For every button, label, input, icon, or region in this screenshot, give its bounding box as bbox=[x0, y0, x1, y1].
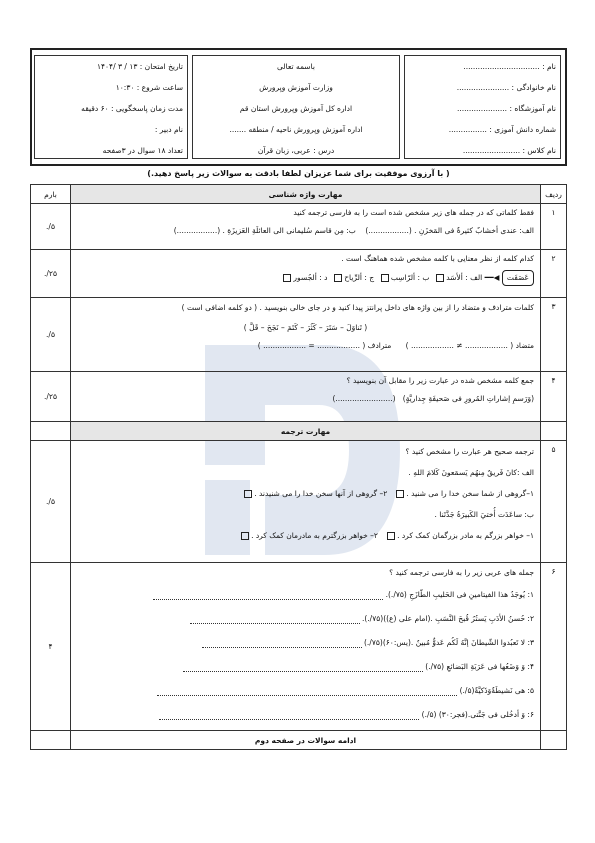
q6-answer-6[interactable] bbox=[159, 710, 419, 720]
class-name-row: نام کلاس : ........................ bbox=[462, 146, 556, 155]
q1-number: ۱ bbox=[541, 204, 567, 250]
teacher-name: نام دبیر : bbox=[154, 125, 183, 134]
q1-points: ۵/. bbox=[31, 204, 71, 250]
q2-body: کدام کلمه از نظر معنایی با کلمه مشخص شده هماهنگ است . عَصَفَت ◀━━ الف : ألأسَد ب : ألرّاسِب ج : ألرِّیاح د : ألجُسور bbox=[71, 250, 541, 298]
exam-info-box bbox=[34, 55, 188, 159]
q6-body: جمله های عربی زیر را به فارسی ترجمه کنید ؟ ۱: یُوجَدُ هذا الفیتامینِ فی الحَلیبِ الطّازَجِ (۷۵/.). ۲: حُسنُ الأدَبِ یَستُرُ قُبحَ النَّسَبِ .(امام علی (ع))(۷۵/.). ۳: لا تَعبُدوا الشّیطانَ إنَّهُ لَکُم عَدوٌّ مُبینٌ .(یس:۶۰)(۷۵/.) ۴: وَ وَضَعُها فی عَرَبَةِ البَضائعِ (۷۵/.) ۵: هی نَشیطَةٌوَذَکیَّةٌ(۵/.) ۶: وَ أدخُلی فی جَنَّتی.(فجر:۳۰) (۵/.) bbox=[71, 563, 541, 731]
q5-points: ۵/. bbox=[31, 441, 71, 563]
q5b-option1-checkbox[interactable] bbox=[387, 532, 395, 540]
q4-body: جمع کلمه مشخص شده در عبارت زیر را مقابل آن بنویسید ؟ (وَرَسمِ إشاراتِ المُرورِ فی صَحیفَةِ جِداریَّةٍ) (........................) bbox=[71, 372, 541, 422]
q2-keyword: عَصَفَت bbox=[502, 270, 534, 286]
q2-option-b-checkbox[interactable] bbox=[381, 274, 389, 282]
question-count: تعداد ۱۸ سوال در ۳صفحه bbox=[102, 146, 183, 155]
student-name-row: نام : ................................ bbox=[463, 62, 556, 71]
q2-number: ۲ bbox=[541, 250, 567, 298]
q2-option-d-checkbox[interactable] bbox=[283, 274, 291, 282]
continued-note: ادامه سوالات در صفحه دوم bbox=[71, 731, 541, 750]
q3-points: ۵/. bbox=[31, 298, 71, 372]
q3-number: ۳ bbox=[541, 298, 567, 372]
q6-answer-5[interactable] bbox=[157, 686, 457, 696]
start-time: ساعت شروع : ۱۰:۳۰ bbox=[115, 83, 183, 92]
col-num-header: ردیف bbox=[541, 185, 567, 204]
school-name-row: نام آموزشگاه : ..................... bbox=[456, 104, 556, 113]
q5a-option1-checkbox[interactable] bbox=[396, 490, 404, 498]
exam-header bbox=[30, 48, 567, 166]
q5a-option2-checkbox[interactable] bbox=[244, 490, 252, 498]
q5b-option2-checkbox[interactable] bbox=[241, 532, 249, 540]
q1-body: فقط کلماتی که در جمله های زیر مشخص شده است را به فارسی ترجمه کنید الف: عندی أخشابٌ کثیرةٌ فی المَخزَنِ . (.................) ب: مِن قاسم سُلیمانی الی العائلَةِ العَزیزَةِ . (.................) bbox=[71, 204, 541, 250]
q3-body: کلمات مترادف و متضاد را از بین واژه های داخل پرانتز پیدا کنید و در جای خالی بنویسید . ( دو کلمه اضافی است ) ( تَناوَلَ – سَتَرَ – کَثُرَ – کَتَمَ – نَجَحَ – قَلَّ ) متضاد ( .................. ≠ .................. ) مترادف ( .................. = .................. ) bbox=[71, 298, 541, 372]
q6-answer-2[interactable] bbox=[190, 614, 360, 624]
q6-points: ۴ bbox=[31, 563, 71, 731]
student-info-box bbox=[404, 55, 561, 159]
q5-number: ۵ bbox=[541, 441, 567, 563]
q4-number: ۴ bbox=[541, 372, 567, 422]
q4-points: ۲۵/. bbox=[31, 372, 71, 422]
col-points-header: بارم bbox=[31, 185, 71, 204]
instruction-banner: ( با آرزوی موفقیت برای شما عزیزان لطفا بادقت به سوالات زیر پاسخ دهید.) bbox=[147, 169, 450, 178]
exam-date: تاریخ امتحان : ۱۳ / ۳ /۱۴۰۴ bbox=[96, 62, 183, 71]
q5-body: ترجمه صحیح هر عبارت را مشخص کنید ؟ الف :کانَ فَریقٌ مِنهُم یَسمَعونَ کَلامَ اللهِ . ۱–گروهی از شما سخن خدا را می شنید . ۲– گروهی از آنها سخن خدا را می شنیدند . ب: ساعَدَت أُختيَ الکَبیرَةُ جَدَّتَنا . ۱– خواهر بزرگم به مادر بزرگمان کمک کرد . ۲– خواهر بزرگترم به مادرمان کمک کرد . bbox=[71, 441, 541, 563]
section-vocabulary: مهارت واژه شناسی bbox=[71, 185, 541, 204]
arrow-icon: ◀━━ bbox=[484, 273, 500, 282]
questions-table bbox=[30, 184, 567, 750]
q2-option-a-checkbox[interactable] bbox=[436, 274, 444, 282]
q6-answer-4[interactable] bbox=[183, 662, 423, 672]
ministry-info-box: باسمه تعالی وزارت آموزش وپرورش اداره کل آموزش وپرورش استان قم اداره آموزش وپرورش ناحیه / منطقه ....... درس : عربی، زبان قرآن bbox=[192, 55, 400, 159]
q2-option-c-checkbox[interactable] bbox=[334, 274, 342, 282]
exam-page bbox=[30, 48, 567, 843]
student-id-row: شماره دانش آموزی : ................ bbox=[448, 125, 556, 134]
q6-number: ۶ bbox=[541, 563, 567, 731]
q6-answer-3[interactable] bbox=[202, 638, 362, 648]
q2-points: ۲۵/. bbox=[31, 250, 71, 298]
section-translation: مهارت ترجمه bbox=[71, 422, 541, 441]
student-family-row: نام خانوادگی : ...................... bbox=[456, 83, 556, 92]
duration: مدت زمان پاسخگویی : ۶۰ دقیقه bbox=[81, 104, 183, 113]
q6-answer-1[interactable] bbox=[153, 590, 383, 600]
